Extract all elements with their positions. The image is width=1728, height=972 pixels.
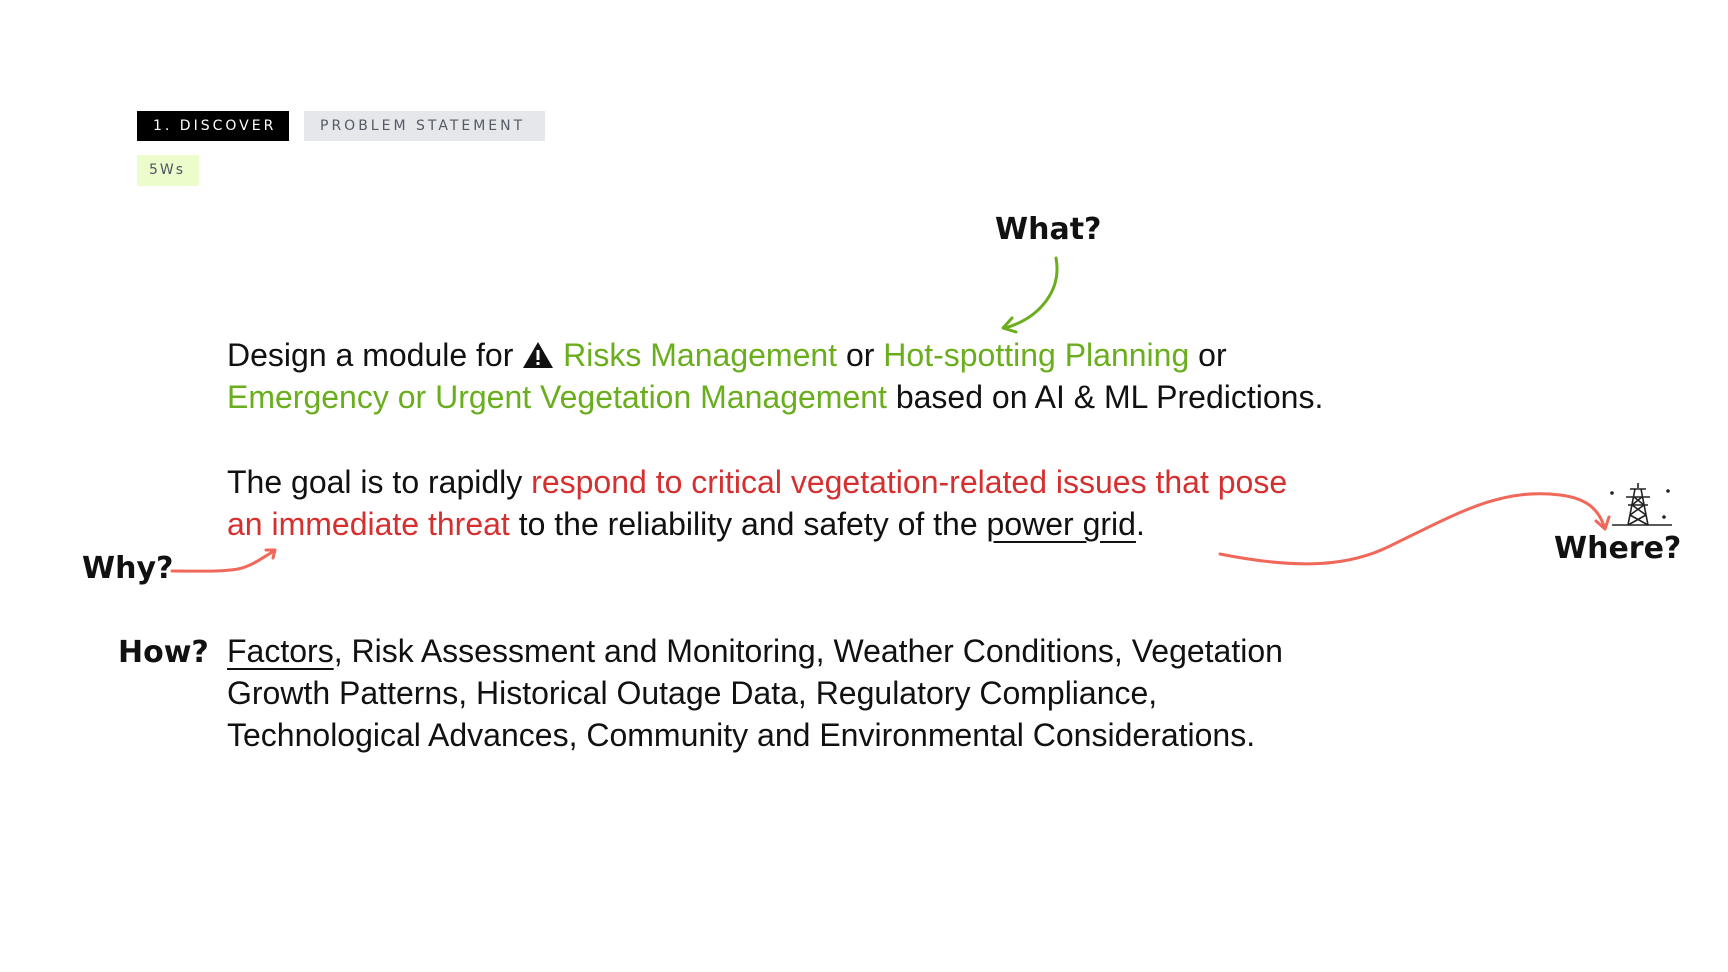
section-tag: PROBLEM STATEMENT — [304, 111, 545, 141]
how-annotation: How? — [118, 635, 209, 670]
statement-text: or — [1198, 337, 1227, 373]
statement-text: Growth Patterns, Historical Outage Data, Regulatory Compliance, — [227, 675, 1158, 711]
statement-text: Design a module for — [227, 337, 514, 373]
statement-text: , Risk Assessment and Monitoring, Weather Conditions, Vegetation — [333, 633, 1283, 669]
what-annotation: What? — [995, 212, 1102, 247]
where-annotation: Where? — [1554, 531, 1682, 566]
threat-highlight: an immediate threat — [227, 506, 510, 542]
statement-text: The goal is to rapidly — [227, 464, 523, 500]
where-arrow — [1220, 494, 1604, 564]
why-arrow — [172, 551, 274, 571]
statement-text: based on AI & ML Predictions. — [895, 379, 1324, 415]
step-tag: 1. DISCOVER — [137, 111, 289, 141]
power-grid-text: power grid — [986, 506, 1136, 542]
hot-spotting-highlight: Hot-spotting Planning — [883, 337, 1190, 373]
vegetation-management-highlight: Emergency or Urgent Vegetation Management — [227, 379, 887, 415]
respond-highlight: respond to critical vegetation-related issues that pose — [531, 464, 1288, 500]
statement-text: Technological Advances, Community and Environmental Considerations. — [227, 717, 1256, 753]
statement-text: to the reliability and safety of the — [518, 506, 978, 542]
statement-text: or — [845, 337, 875, 373]
why-annotation: Why? — [82, 551, 174, 586]
power-tower-icon — [1611, 483, 1672, 525]
risks-management-highlight: Risks Management — [563, 337, 838, 373]
subsection-tag: 5Ws — [137, 155, 199, 186]
factors-text: Factors — [227, 633, 334, 669]
statement-text: . — [1135, 506, 1145, 542]
